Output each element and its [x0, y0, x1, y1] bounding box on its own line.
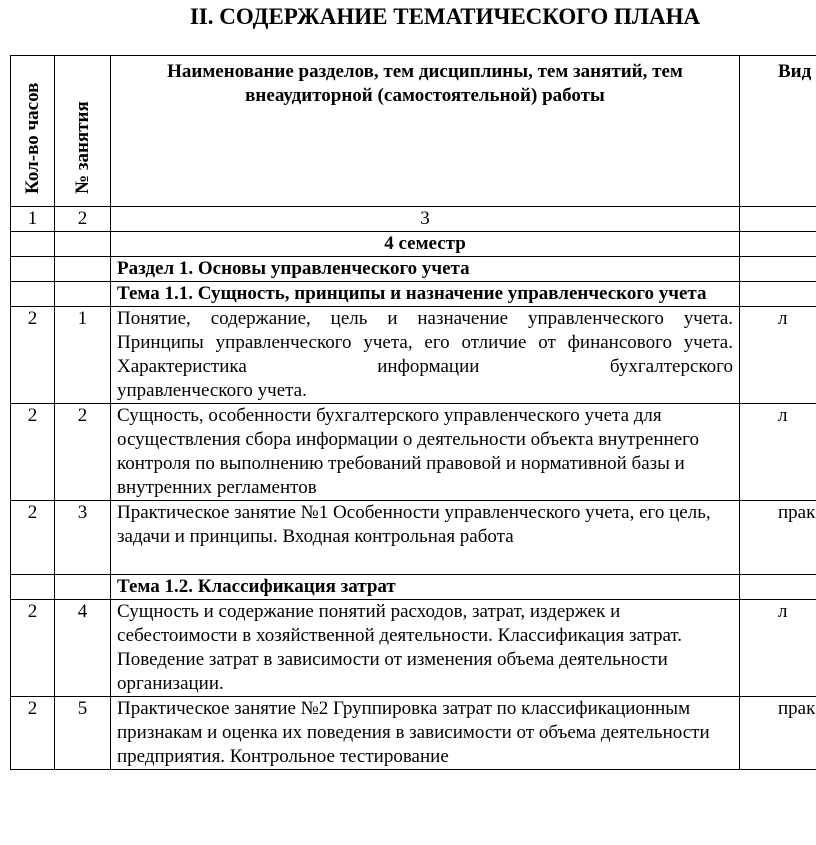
- table-row: [11, 501, 816, 575]
- row-kind: л: [740, 600, 816, 697]
- row-text: Сущность, особенности бухгалтерского управленческого учета для осуществления сбора информации о деятельности объекта внутреннего контроля по выполнению требований правовой и нормативной базы и внутренних регламентов: [111, 404, 740, 501]
- table-header-row: [11, 56, 816, 207]
- semester-row: [11, 232, 816, 257]
- row-kind: прак: [740, 501, 816, 575]
- header-topics: Наименование разделов, тем дисциплины, тем занятий, тем внеаудиторной (самостоятельной) работы: [111, 56, 740, 207]
- row-text: Сущность и содержание понятий расходов, затрат, издержек и себестоимости в хозяйственной деятельности. Классификация затрат. Поведение затрат в зависимости от изменения объема деятельности организации.: [111, 600, 740, 697]
- header-lesson-number: [55, 56, 111, 207]
- row-hours: 2: [11, 600, 55, 697]
- table-row: [11, 697, 816, 770]
- col-number-3: 3: [111, 207, 740, 232]
- row-number: 3: [55, 501, 111, 575]
- row-hours: 2: [11, 697, 55, 770]
- row-text: [111, 307, 740, 404]
- row-hours: 2: [11, 501, 55, 575]
- row-number: 4: [55, 600, 111, 697]
- row-number: 1: [55, 307, 111, 404]
- row-hours: 2: [11, 404, 55, 501]
- topic-2-label: Тема 1.2. Классификация затрат: [111, 575, 740, 600]
- column-numbers-row: [11, 207, 816, 232]
- row-kind: прак: [740, 697, 816, 770]
- col-number-2: 2: [55, 207, 111, 232]
- section-row: [11, 257, 816, 282]
- row-kind: л: [740, 404, 816, 501]
- semester-label: 4 семестр: [111, 232, 740, 257]
- row-kind: л: [740, 307, 816, 404]
- table-row: [11, 307, 816, 404]
- row-number: 2: [55, 404, 111, 501]
- header-hours: [11, 56, 55, 207]
- section-label: Раздел 1. Основы управленческого учета: [111, 257, 740, 282]
- row-number: 5: [55, 697, 111, 770]
- col-number-4: [740, 207, 816, 232]
- row-text: Практическое занятие №1 Особенности управленческого учета, его цель, задачи и принципы. Входная контрольная работа: [111, 501, 740, 575]
- col-number-1: 1: [11, 207, 55, 232]
- row-text-justified: Понятие, содержание, цель и назначение управленческого учета. Принципы управленческого учета, его отличие от финансового учета. Характеристика информации бухгалтерского: [117, 308, 733, 377]
- table-row: [11, 404, 816, 501]
- topic-row: [11, 575, 816, 600]
- thematic-plan-table: [10, 55, 816, 770]
- row-text: Практическое занятие №2 Группировка затрат по классификационным признакам и оценка их поведения в зависимости от объема деятельности предприятия. Контрольное тестирование: [111, 697, 740, 770]
- topic-row: [11, 282, 816, 307]
- row-hours: 2: [11, 307, 55, 404]
- header-kind: Вид: [740, 56, 816, 207]
- header-lesson-number-label: № занятия: [71, 101, 93, 194]
- topic-1-label: Тема 1.1. Сущность, принципы и назначение управленческого учета: [111, 282, 740, 307]
- row-text-last: управленческого учета.: [117, 380, 307, 401]
- table-row: [11, 600, 816, 697]
- page-title: II. СОДЕРЖАНИЕ ТЕМАТИЧЕСКОГО ПЛАНА: [189, 4, 701, 29]
- header-hours-label: Кол-во часов: [21, 82, 43, 194]
